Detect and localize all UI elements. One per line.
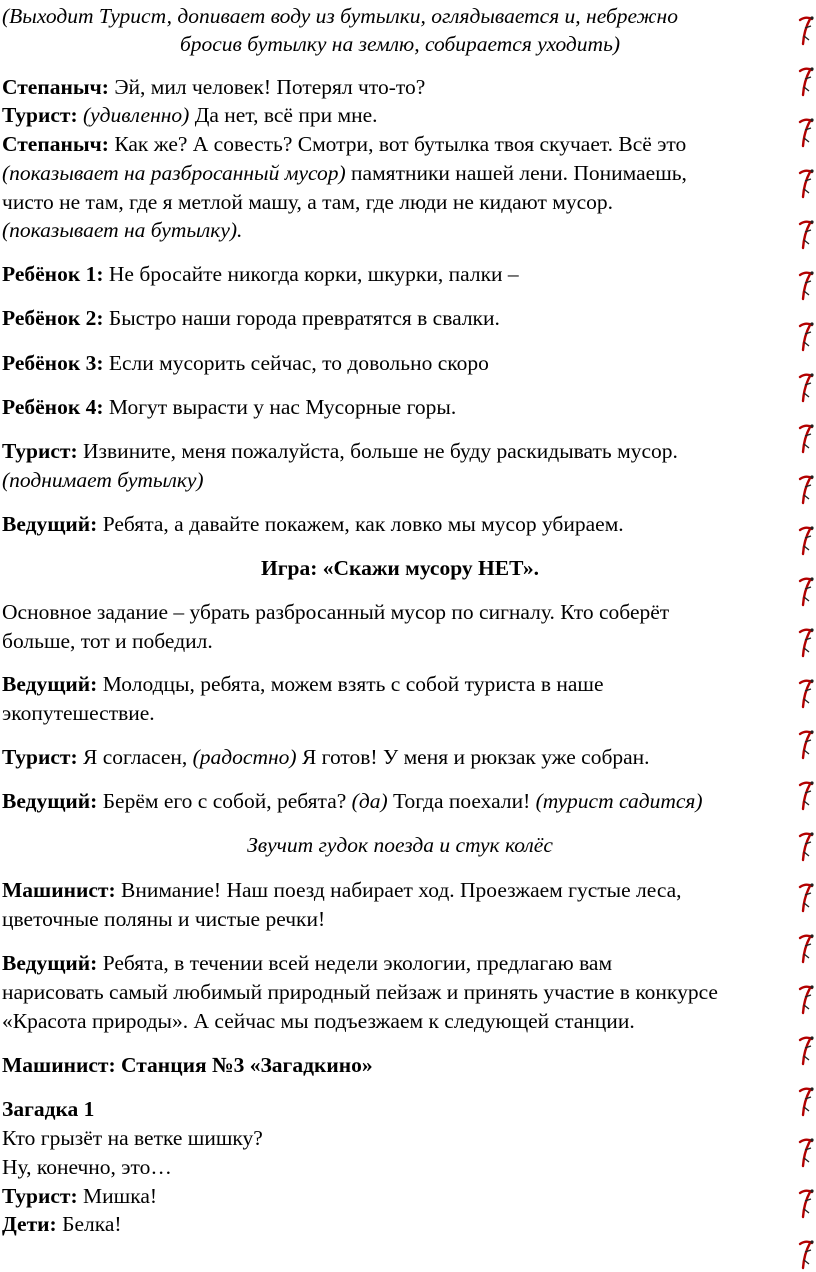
text-run: Основное задание – убрать разбросанный мусор по сигналу. Кто соберёт [2, 600, 670, 624]
text-run: чисто не там, где я метлой машу, а там, где люди не кидают мусор. [2, 190, 613, 214]
red-stick-figure-icon [798, 116, 814, 150]
text-run: Могут вырасти у нас Мусорные горы. [103, 395, 457, 419]
red-stick-figure-icon [798, 626, 814, 660]
red-stick-figure-icon [798, 1085, 814, 1119]
text-line [2, 510, 624, 539]
text-run: Молодцы, ребята, можем взять с собой туриста в наше [97, 672, 604, 696]
text-line [2, 393, 456, 422]
bold-text: Ведущий: [2, 951, 98, 975]
bold-text: Ведущий: [2, 512, 98, 536]
text-run: «Красота природы». А сейчас мы подъезжаем к следующей станции. [2, 1009, 635, 1033]
bold-text: Ребёнок 1: [2, 262, 104, 286]
text-line [2, 743, 650, 772]
italic-text: (да) [351, 789, 388, 813]
red-stick-figure-icon [798, 473, 814, 507]
red-stick-figure-icon [798, 932, 814, 966]
bold-text: Игра: «Скажи мусору НЕТ». [261, 556, 539, 580]
red-stick-figure-icon [798, 677, 814, 711]
italic-text: (показывает на бутылку). [2, 218, 243, 242]
text-run: Я согласен, [77, 745, 193, 769]
text-line [2, 699, 155, 728]
text-run: больше, тот и победил. [2, 629, 213, 653]
text-run: Я готов! У меня и рюкзак уже собран. [296, 745, 650, 769]
red-stick-figure-icon [798, 575, 814, 609]
text-line [2, 260, 519, 289]
bold-text: Степаныч: [2, 75, 109, 99]
italic-text: (радостно) [192, 745, 297, 769]
text-line [2, 130, 686, 159]
red-stick-figure-icon [798, 320, 814, 354]
red-stick-figure-icon [798, 983, 814, 1017]
text-line [2, 159, 687, 188]
italic-text: бросив бутылку на землю, собирается уходить) [179, 32, 621, 56]
text-run: экопутешествие. [2, 701, 155, 725]
italic-text: Звучит гудок поезда и стук колёс [247, 833, 553, 857]
text-line [2, 349, 489, 378]
text-line [2, 2, 678, 31]
text-line [2, 627, 213, 656]
red-stick-figure-icon [798, 881, 814, 915]
text-line [2, 787, 703, 816]
text-run: Эй, мил человек! Потерял что-то? [108, 75, 426, 99]
red-stick-figure-icon [798, 14, 814, 48]
red-stick-figure-icon [798, 1187, 814, 1221]
text-line [2, 905, 325, 934]
red-stick-figure-icon [798, 269, 814, 303]
bold-text: Ребёнок 4: [2, 395, 104, 419]
text-line [2, 101, 378, 130]
text-line [2, 598, 669, 627]
red-stick-figure-icon [798, 371, 814, 405]
text-line [2, 1210, 122, 1239]
text-line [2, 949, 612, 978]
text-run: Как же? А совесть? Смотри, вот бутылка твоя скучает. Всё это [108, 132, 687, 156]
text-line [2, 1124, 263, 1153]
text-line [2, 1007, 635, 1036]
text-run: Быстро наши города превратятся в свалки. [103, 306, 500, 330]
red-stick-figure-icon [798, 1034, 814, 1068]
text-run: Не бросайте никогда корки, шкурки, палки – [103, 262, 519, 286]
text-run: Если мусорить сейчас, то довольно скоро [103, 351, 489, 375]
text-line [0, 554, 800, 583]
bold-text: Ребёнок 3: [2, 351, 104, 375]
text-line [2, 466, 204, 495]
text-line [2, 670, 604, 699]
text-line [2, 216, 242, 245]
bold-text: Степаныч: [2, 132, 109, 156]
text-run: Ребята, в течении всей недели экологии, предлагаю вам [97, 951, 613, 975]
text-run: Ребята, а давайте покажем, как ловко мы мусор убираем. [97, 512, 624, 536]
text-run: Тогда поехали! [387, 789, 536, 813]
italic-text: (показывает на разбросанный мусор) [2, 161, 346, 185]
italic-text: (удивленно) [83, 103, 190, 127]
red-stick-figure-icon [798, 218, 814, 252]
text-line [2, 1095, 94, 1124]
bold-text: Турист: [2, 1184, 78, 1208]
text-run: цветочные поляны и чистые речки! [2, 907, 326, 931]
red-stick-figure-icon [798, 779, 814, 813]
bold-text: Турист: [2, 439, 78, 463]
text-run: Ну, конечно, это… [2, 1155, 172, 1179]
text-run: Да нет, всё при мне. [189, 103, 378, 127]
red-stick-figure-icon [798, 167, 814, 201]
text-run: Кто грызёт на ветке шишку? [2, 1126, 263, 1150]
text-run: Белка! [56, 1212, 122, 1236]
text-line [2, 188, 613, 217]
red-stick-figure-icon [798, 728, 814, 762]
red-stick-figure-icon [798, 524, 814, 558]
text-line [2, 1182, 157, 1211]
text-line [2, 876, 682, 905]
text-run: памятники нашей лени. Понимаешь, [345, 161, 687, 185]
italic-text: (Выходит Турист, допивает воду из бутылки, оглядывается и, небрежно [2, 4, 678, 28]
bold-text: Дети: [2, 1212, 57, 1236]
italic-text: (поднимает бутылку) [2, 468, 204, 492]
text-line [2, 1153, 172, 1182]
text-run: Извините, меня пожалуйста, больше не буду раскидывать мусор. [77, 439, 678, 463]
text-line [2, 437, 678, 466]
text-line [2, 978, 718, 1007]
red-stick-figure-icon [798, 422, 814, 456]
red-stick-figure-icon [798, 1238, 814, 1272]
bold-text: Турист: [2, 103, 78, 127]
text-line [0, 831, 800, 860]
text-run: Мишка! [77, 1184, 158, 1208]
text-run: Берём его с собой, ребята? [97, 789, 352, 813]
red-stick-figure-icon [798, 65, 814, 99]
bold-text: Машинист: [2, 878, 116, 902]
text-line [2, 304, 500, 333]
text-line [0, 30, 800, 59]
text-line [2, 1051, 373, 1080]
bold-text: Турист: [2, 745, 78, 769]
bold-text: Машинист: Станция №3 «Загадкино» [2, 1053, 373, 1077]
italic-text: (турист садится) [535, 789, 703, 813]
red-stick-figure-icon [798, 830, 814, 864]
text-run: нарисовать самый любимый природный пейзаж и принять участие в конкурсе [2, 980, 718, 1004]
bold-text: Ведущий: [2, 789, 98, 813]
text-line [2, 73, 425, 102]
decorative-border [796, 0, 816, 1271]
text-run: Внимание! Наш поезд набирает ход. Проезжаем густые леса, [115, 878, 682, 902]
bold-text: Ведущий: [2, 672, 98, 696]
red-stick-figure-icon [798, 1136, 814, 1170]
bold-text: Ребёнок 2: [2, 306, 104, 330]
bold-text: Загадка 1 [2, 1097, 95, 1121]
